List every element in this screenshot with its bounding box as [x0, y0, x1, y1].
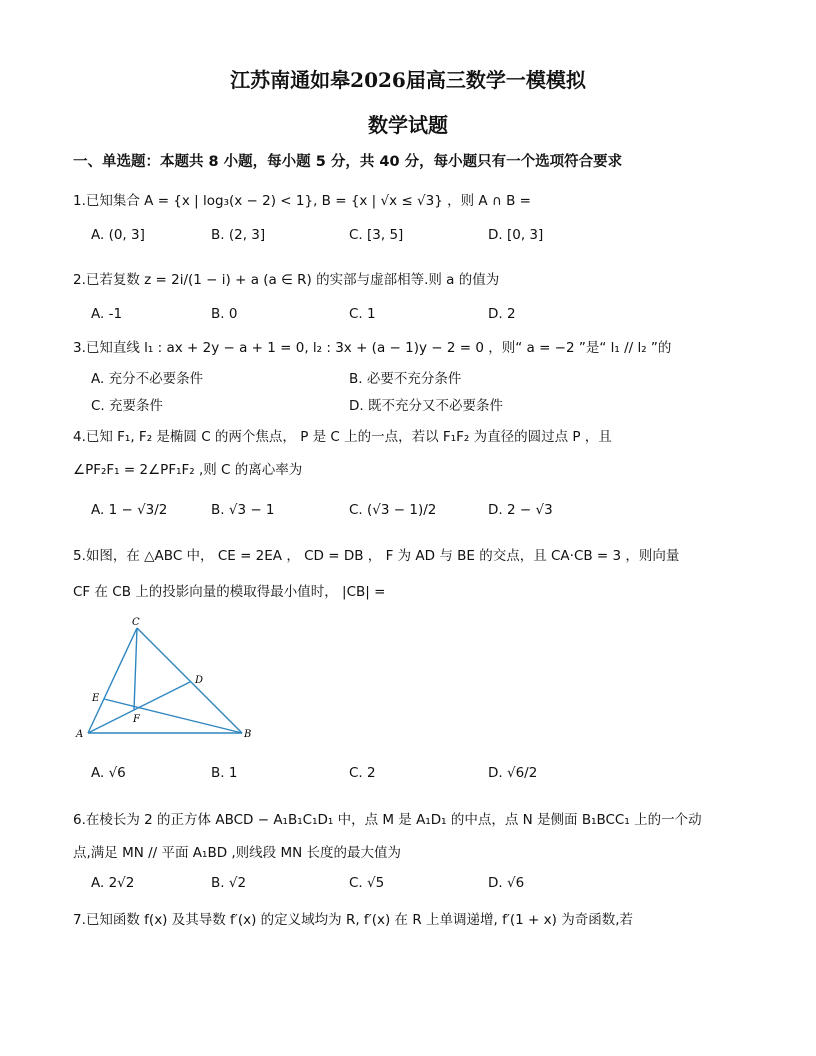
question-4-stem-line2: ∠PF₂F₁ = 2∠PF₁F₂ ,则 C 的离心率为 [73, 462, 303, 478]
label-e: E [92, 693, 100, 704]
q4-option-c: C. (√3 − 1)/2 [349, 502, 437, 518]
q3-option-c: C. 充要条件 [91, 398, 164, 414]
q2-option-b: B. 0 [211, 306, 238, 322]
section-header: 一、单选题：本题共 8 小题，每小题 5 分，共 40 分，每小题只有一个选项符合要求 [73, 154, 623, 170]
label-c: C [132, 617, 140, 628]
q5-option-d: D. √6/2 [488, 765, 538, 781]
q2-option-c: C. 1 [349, 306, 376, 322]
q4-option-d: D. 2 − √3 [488, 502, 553, 518]
question-7-stem: 7.已知函数 f(x) 及其导数 f′(x) 的定义域均为 R, f′(x) 在 R 上单调递增, f′(1 + x) 为奇函数,若 [73, 912, 633, 928]
question-2-stem: 2.已若复数 z = 2i/(1 − i) + a (a ∈ R) 的实部与虚部相等.则 a 的值为 [73, 272, 500, 288]
page-title: 江苏南通如皋2026届高三数学一模模拟 [230, 68, 586, 92]
q2-option-a: A. -1 [91, 306, 123, 322]
q3-option-b: B. 必要不充分条件 [349, 371, 462, 387]
q1-option-a: A. (0, 3] [91, 227, 145, 243]
q6-option-c: C. √5 [349, 875, 385, 891]
question-5-stem-line1: 5.如图，在 △ABC 中， CE = 2EA ， CD = DB ， F 为 AD 与 BE 的交点，且 CA·CB = 3 ，则向量 [73, 548, 680, 564]
q1-option-d: D. [0, 3] [488, 227, 544, 243]
side-bc [137, 628, 242, 733]
q1-option-b: B. (2, 3] [211, 227, 266, 243]
segment-be [104, 699, 242, 733]
q1-option-c: C. [3, 5] [349, 227, 404, 243]
label-b: B [244, 729, 252, 740]
q6-option-d: D. √6 [488, 875, 525, 891]
question-4-stem-line1: 4.已知 F₁, F₂ 是椭圆 C 的两个焦点， P 是 C 上的一点，若以 F₁F₂ 为直径的圆过点 P ，且 [73, 429, 612, 445]
triangle-figure [70, 612, 270, 742]
q5-option-b: B. 1 [211, 765, 238, 781]
q4-option-a: A. 1 − √3/2 [91, 502, 168, 518]
q2-option-d: D. 2 [488, 306, 516, 322]
q3-option-d: D. 既不充分又不必要条件 [349, 398, 503, 414]
q6-option-b: B. √2 [211, 875, 247, 891]
question-3-stem: 3.已知直线 l₁ : ax + 2y − a + 1 = 0, l₂ : 3x + (a − 1)y − 2 = 0 ，则“ a = −2 ”是“ l₁ // l₂ ”的 [73, 340, 672, 356]
page-subtitle: 数学试题 [368, 113, 448, 137]
q5-option-c: C. 2 [349, 765, 376, 781]
question-6-stem-line1: 6.在棱长为 2 的正方体 ABCD − A₁B₁C₁D₁ 中，点 M 是 A₁D₁ 的中点，点 N 是侧面 B₁BCC₁ 上的一个动 [73, 812, 702, 828]
label-f: F [133, 714, 140, 725]
label-a: A [76, 729, 84, 740]
q4-option-b: B. √3 − 1 [211, 502, 275, 518]
side-ac [88, 628, 137, 733]
question-1-stem: 1.已知集合 A = {x | log₃(x − 2) < 1}, B = {x | √x ≤ √3} ，则 A ∩ B = [73, 193, 531, 209]
segment-cf [134, 628, 137, 710]
q6-option-a: A. 2√2 [91, 875, 135, 891]
label-d: D [195, 675, 204, 686]
q5-option-a: A. √6 [91, 765, 126, 781]
question-5-stem-line2: CF 在 CB 上的投影向量的模取得最小值时， |CB| = [73, 584, 386, 600]
question-6-stem-line2: 点,满足 MN // 平面 A₁BD ,则线段 MN 长度的最大值为 [73, 845, 402, 861]
q3-option-a: A. 充分不必要条件 [91, 371, 204, 387]
